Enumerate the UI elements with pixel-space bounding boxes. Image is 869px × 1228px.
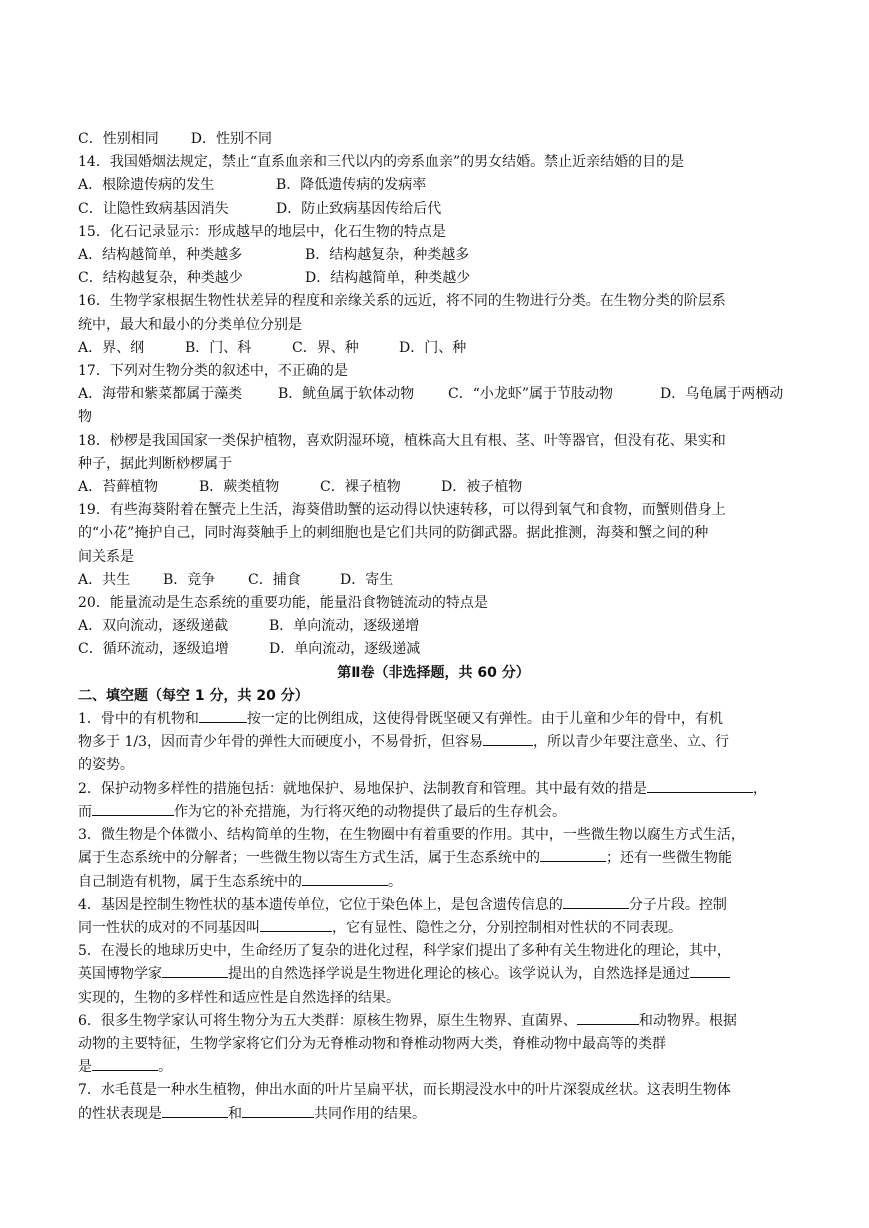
fill-q7-blank-2[interactable]	[242, 1103, 314, 1118]
section-2-title: 二、填空题（每空 1 分，共 20 分）	[78, 687, 309, 704]
q18-stem-line2: 种子，据此判断桫椤属于	[78, 455, 232, 472]
q16-option-b: B．门、科	[185, 339, 252, 356]
q14-option-b: B．降低遗传病的发病率	[276, 177, 427, 194]
fill-q2-text: 2．保护动物多样性的措施包括：就地保护、易地保护、法制教育和管理。其中最有效的措是	[78, 780, 647, 797]
fill-q3-text: 属于生态系统中的分解者；一些微生物以寄生方式生活，属于生态系统中的	[78, 850, 540, 867]
q15-option-b: B．结构越复杂，种类越多	[305, 247, 470, 264]
fill-q5-text: 英国博物学家	[78, 966, 162, 983]
q17-option-c: C．“小龙虾”属于节肢动物	[448, 386, 614, 403]
q19-option-d: D．寄生	[340, 571, 394, 588]
fill-q4-text: 分子片段。控制	[628, 896, 727, 913]
fill-q3	[78, 824, 789, 894]
q19-stem-line1: 19．有些海葵附着在蟹壳上生活，海葵借助蟹的运动得以快速转移，可以得到氧气和食物，而蟹则借身上	[78, 502, 726, 519]
q16-options	[78, 337, 789, 360]
fill-q2-blank-2[interactable]	[92, 801, 174, 816]
fill-q6-text: 和动物界。根据	[638, 1012, 737, 1029]
q17-stem: 17．下列对生物分类的叙述中，不正确的是	[78, 363, 348, 380]
fill-q2-text: 作为它的补充措施，为行将灭绝的动物提供了最后的生存机会。	[174, 803, 566, 820]
fill-q6-text: 。	[158, 1059, 172, 1076]
q14-option-c: C．让隐性致病基因消失	[78, 200, 229, 217]
fill-q5-text: 实现的，生物的多样性和适应性是自然选择的结果。	[78, 989, 400, 1006]
fill-q1-blank-2[interactable]	[483, 731, 533, 746]
q20-option-b: B．单向流动，逐级递增	[269, 618, 420, 635]
fill-q7-blank-1[interactable]	[162, 1103, 228, 1118]
fill-q3-text: ；还有一些微生物能	[606, 850, 732, 867]
fill-q6-text: 6．很多生物学家认可将生物分为五大类群：原核生物界，原生生物界、直菌界、	[78, 1012, 577, 1029]
q18-options	[78, 476, 789, 499]
fill-q4-blank-1[interactable]	[563, 894, 629, 909]
q14-option-d: D．防止致病基因传给后代	[276, 200, 442, 217]
q14-option-a: A．根除遗传病的发生	[78, 177, 215, 194]
q18-option-c: C．裸子植物	[320, 479, 401, 496]
part-2-title: 第Ⅱ卷（非选择题，共 60 分）	[337, 664, 530, 681]
q20-options-row1	[78, 615, 789, 638]
fill-q6-text: 是	[78, 1059, 92, 1076]
fill-q5-blank-1[interactable]	[162, 963, 228, 978]
fill-q1-text: 物多于 1/3，因而青少年骨的弹性大而硬度小，不易骨折，但容易	[78, 734, 483, 751]
q16-option-c: C．界、种	[292, 339, 359, 356]
q16-stem-line2: 统中，最大和最小的分类单位分别是	[78, 316, 302, 333]
fill-q7-text: 的性状表现是	[78, 1105, 162, 1122]
fill-q6-blank-1[interactable]	[577, 1010, 639, 1025]
fill-q3-blank-1[interactable]	[540, 847, 606, 862]
q16-option-a: A．界、纲	[78, 339, 145, 356]
q19-option-b: B．竞争	[163, 571, 216, 588]
fill-q6-text: 动物的主要特征，生物学家将它们分为无脊椎动物和脊椎动物两大类，脊椎动物中最高等的类群	[78, 1035, 666, 1052]
q19-stem-line3: 间关系是	[78, 548, 134, 565]
q14-stem: 14．我国婚烟法规定，禁止“直系血亲和三代以内的旁系血亲”的男女结婚。禁止近亲结婚的目的是	[78, 154, 685, 171]
fill-q1-text: 按一定的比例组成，这使得骨既坚硬又有弹性。由于儿童和少年的骨中，有机	[246, 711, 723, 728]
q20-option-a: A．双向流动，逐级递截	[78, 618, 229, 635]
fill-q2-text: ，	[752, 780, 767, 797]
fill-q2	[78, 778, 789, 824]
q20-option-c: C．循环流动，逐级追增	[78, 641, 229, 658]
fill-q6-blank-2[interactable]	[92, 1056, 158, 1071]
q13-option-d: D．性别不同	[190, 131, 272, 147]
q16-option-d: D．门、种	[399, 339, 467, 356]
q17-option-a: A．海带和紫菜都属于藻类	[78, 386, 243, 403]
fill-q1-blank-1[interactable]	[199, 708, 247, 723]
fill-q7-text: 和	[228, 1105, 242, 1122]
fill-q7-text: 共同作用的结果。	[314, 1105, 426, 1122]
q15-options-row1	[78, 244, 789, 267]
q18-option-d: D．被子植物	[441, 479, 523, 496]
fill-q1-text: ，所以青少年要注意坐、立、行	[532, 734, 729, 751]
fill-q4-blank-2[interactable]	[260, 917, 332, 932]
q15-option-d: D．结构越简单，种类越少	[305, 270, 471, 287]
fill-q5-blank-2[interactable]	[690, 963, 730, 978]
q17-option-b: B．鱿鱼属于软体动物	[278, 386, 415, 403]
fill-q5-text: 提出的自然选择学说是生物进化理论的核心。该学说认为，自然选择是通过	[228, 966, 690, 983]
fill-q4-text: ，它有显性、隐性之分，分别控制相对性状的不同表现。	[332, 919, 682, 936]
q13-option-c: C．性别相同	[78, 131, 159, 147]
fill-q1-text: 的姿势。	[78, 757, 134, 774]
q19-option-a: A．共生	[78, 571, 131, 588]
q17-options	[78, 383, 789, 406]
q18-option-b: B．蕨类植物	[199, 479, 280, 496]
fill-q3-text: 自己制造有机物，属于生态系统中的	[78, 873, 302, 890]
q20-options-row2	[78, 638, 789, 661]
fill-q1	[78, 708, 789, 778]
q19-options	[78, 569, 789, 592]
fill-q5	[78, 940, 789, 1010]
fill-q6	[78, 1010, 789, 1080]
q19-stem-line2: 的“小花”掩护自己，同时海葵触手上的刺细胞也是它们共同的防御武器。据此推测，海葵和蟹之间的种	[78, 525, 709, 542]
fill-q4-text: 同一性状的成对的不同基因叫	[78, 919, 260, 936]
fill-q7-text: 7．水毛茛是一种水生植物，伸出水面的叶片呈扁平状，而长期浸没水中的叶片深裂成丝状。这表明生物体	[78, 1082, 731, 1099]
q15-option-a: A．结构越简单，种类越多	[78, 247, 243, 264]
fill-q3-blank-2[interactable]	[302, 871, 388, 886]
q19-option-c: C．捕食	[248, 571, 301, 588]
q16-stem-line1: 16．生物学家根据生物性状差异的程度和亲缘关系的远近，将不同的生物进行分类。在生物分类的阶层系	[78, 293, 726, 310]
fill-q2-text: 而	[78, 803, 92, 820]
q17-option-d-wrap: 物	[78, 409, 92, 426]
fill-q3-text: 。	[388, 873, 402, 890]
q18-option-a: A．苔藓植物	[78, 479, 159, 496]
fill-q1-text: 1．骨中的有机物和	[78, 711, 199, 728]
q20-stem: 20．能量流动是生态系统的重要功能，能量沿食物链流动的特点是	[78, 595, 488, 612]
fill-q4	[78, 894, 789, 940]
q14-options-row1	[78, 174, 789, 197]
q15-option-c: C．结构越复杂，种类越少	[78, 270, 243, 287]
q13-options	[78, 128, 789, 151]
q15-stem: 15．化石记录显示：形成越早的地层中，化石生物的特点是	[78, 223, 446, 240]
fill-q4-text: 4．基因是控制生物性状的基本遗传单位，它位于染色体上，是包含遗传信息的	[78, 896, 563, 913]
fill-q7	[78, 1079, 789, 1125]
q15-options-row2	[78, 267, 789, 290]
fill-q2-blank-1[interactable]	[647, 778, 753, 793]
q20-option-d: D．单向流动，逐级递减	[269, 641, 421, 658]
q17-option-d: D．乌龟属于两栖动	[660, 386, 784, 403]
fill-q3-text: 3．微生物是个体微小、结构简单的生物，在生物圈中有着重要的作用。其中，一些微生物以腐生方式生活，	[78, 827, 745, 844]
fill-q5-text: 5．在漫长的地球历史中，生命经历了复杂的进化过程，科学家们提出了多种有关生物进化的理论，其中，	[78, 943, 731, 960]
q14-options-row2	[78, 198, 789, 221]
q18-stem-line1: 18．桫椤是我国国家一类保护植物，喜欢阴湿环境，植株高大且有根、茎、叶等器官，但没有花、果实和	[78, 432, 726, 449]
